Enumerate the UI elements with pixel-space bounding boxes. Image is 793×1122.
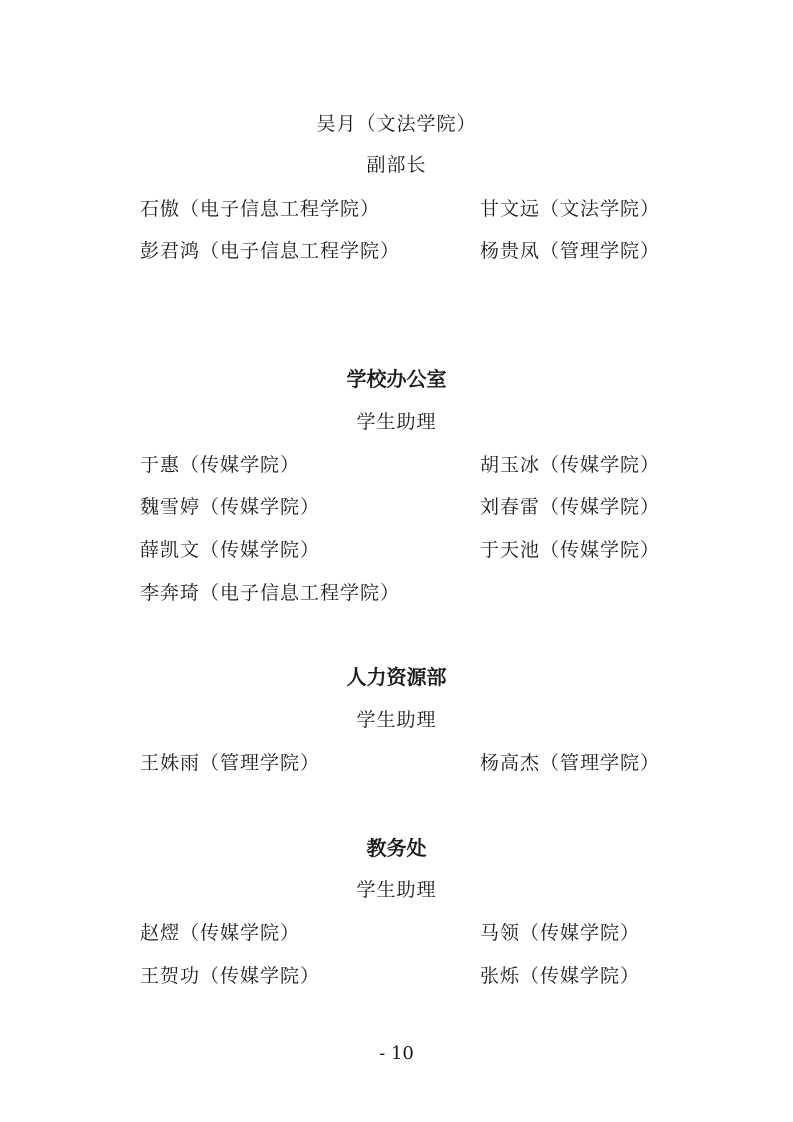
member-name: 刘春雷（传媒学院） [480, 496, 661, 518]
member-name: 胡玉冰（传媒学院） [480, 454, 661, 476]
member-name: 于惠（传媒学院） [140, 454, 301, 476]
member-name: 王姝雨（管理学院） [140, 752, 321, 774]
member-name: 石傲（电子信息工程学院） [140, 198, 381, 220]
member-name: 甘文远（文法学院） [480, 198, 661, 220]
member-name: 杨高杰（管理学院） [480, 752, 661, 774]
member-name: 杨贵凤（管理学院） [480, 240, 661, 262]
section-heading: 人力资源部 [346, 665, 447, 689]
member-name: 魏雪婷（传媒学院） [140, 496, 321, 518]
member-name: 于天池（传媒学院） [480, 539, 661, 561]
member-name: 薛凯文（传媒学院） [140, 539, 321, 561]
section-heading: 教务处 [366, 836, 427, 860]
member-name: 张烁（传媒学院） [480, 965, 641, 987]
page-number: - 10 [379, 1043, 414, 1064]
vice-director-title: 副部长 [366, 154, 427, 176]
section-role: 学生助理 [356, 709, 437, 731]
section-role: 学生助理 [356, 411, 437, 433]
member-name: 彭君鸿（电子信息工程学院） [140, 240, 401, 262]
department-leader: 吴月（文法学院） [316, 113, 477, 135]
member-name: 马领（传媒学院） [480, 922, 641, 944]
member-name: 王贺功（传媒学院） [140, 965, 321, 987]
member-name: 李奔琦（电子信息工程学院） [140, 582, 401, 604]
section-role: 学生助理 [356, 879, 437, 901]
section-heading: 学校办公室 [346, 367, 447, 391]
member-name: 赵熤（传媒学院） [140, 922, 301, 944]
